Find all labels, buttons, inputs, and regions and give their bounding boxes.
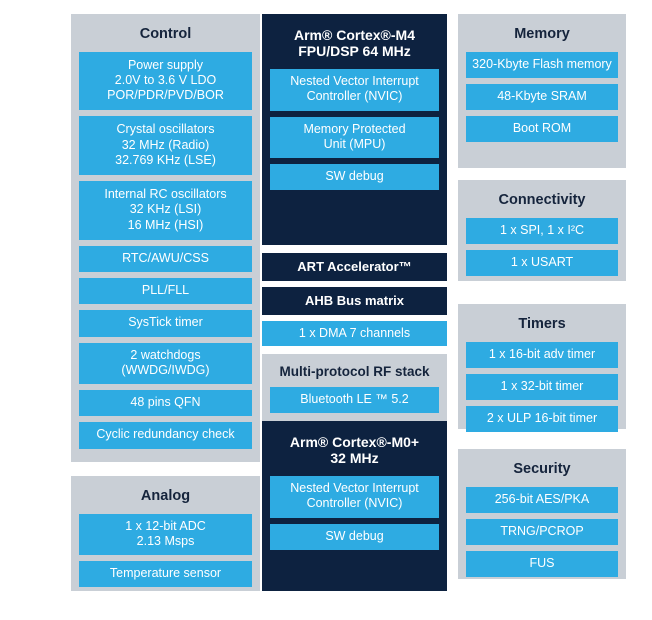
- cortex-m4-title: Arm® Cortex®-M4 FPU/DSP 64 MHz: [294, 27, 415, 60]
- security-item-fus: FUS: [466, 551, 618, 577]
- memory-title: Memory: [514, 26, 570, 42]
- analog-item-adc: 1 x 12-bit ADC 2.13 Msps: [79, 514, 252, 556]
- dma-bar: 1 x DMA 7 channels: [262, 321, 447, 346]
- memory-item-flash: 320-Kbyte Flash memory: [466, 52, 618, 78]
- memory-panel: [458, 14, 626, 168]
- analog-item-temperature-sensor: Temperature sensor: [79, 561, 252, 587]
- cortex-m0-panel: [262, 421, 447, 591]
- control-title: Control: [139, 26, 192, 42]
- control-item-crystal-oscillators: Crystal oscillators 32 MHz (Radio) 32.769 KHz (LSE): [79, 116, 252, 175]
- cortex-m0-item-nvic: Nested Vector Interrupt Controller (NVIC): [270, 476, 439, 518]
- memory-item-sram: 48-Kbyte SRAM: [466, 84, 618, 110]
- control-item-systick-timer: SysTick timer: [79, 310, 252, 336]
- control-item-48-pins-qfn: 48 pins QFN: [79, 390, 252, 416]
- cortex-m4-item-sw-debug: SW debug: [270, 164, 439, 190]
- security-panel: [458, 449, 626, 579]
- control-panel: [71, 14, 260, 462]
- analog-panel: [71, 476, 260, 591]
- cortex-m0-item-sw-debug: SW debug: [270, 524, 439, 550]
- memory-item-boot-rom: Boot ROM: [466, 116, 618, 142]
- bus-and-rf-stack: [262, 253, 447, 413]
- rf-stack-panel: [262, 354, 447, 422]
- control-item-crc: Cyclic redundancy check: [79, 422, 252, 448]
- cortex-m4-item-mpu: Memory Protected Unit (MPU): [270, 117, 439, 159]
- rf-stack-item-bluetooth-le: Bluetooth LE ™ 5.2: [270, 387, 439, 413]
- connectivity-item-spi-i2c: 1 x SPI, 1 x I²C: [466, 218, 618, 244]
- art-accelerator-bar: ART Accelerator™: [262, 253, 447, 281]
- control-item-watchdogs: 2 watchdogs (WWDG/IWDG): [79, 343, 252, 385]
- timers-item-16-bit-adv: 1 x 16-bit adv timer: [466, 342, 618, 368]
- security-item-trng-pcrop: TRNG/PCROP: [466, 519, 618, 545]
- connectivity-panel: [458, 180, 626, 281]
- connectivity-item-usart: 1 x USART: [466, 250, 618, 276]
- security-item-aes-pka: 256-bit AES/PKA: [466, 487, 618, 513]
- timers-title: Timers: [518, 316, 566, 332]
- rf-stack-title: Multi-protocol RF stack: [279, 364, 430, 379]
- control-item-rtc-awu-css: RTC/AWU/CSS: [79, 246, 252, 272]
- control-item-internal-rc-oscillators: Internal RC oscillators 32 KHz (LSI) 16 MHz (HSI): [79, 181, 252, 240]
- cortex-m0-title: Arm® Cortex®-M0+ 32 MHz: [289, 434, 420, 467]
- timers-item-32-bit: 1 x 32-bit timer: [466, 374, 618, 400]
- cortex-m4-panel: [262, 14, 447, 245]
- connectivity-title: Connectivity: [498, 192, 586, 208]
- control-item-power-supply: Power supply 2.0V to 3.6 V LDO POR/PDR/PVD/BOR: [79, 52, 252, 111]
- ahb-bus-matrix-bar: AHB Bus matrix: [262, 287, 447, 315]
- security-title: Security: [513, 461, 571, 477]
- analog-title: Analog: [140, 488, 191, 504]
- timers-item-ulp-16-bit: 2 x ULP 16-bit timer: [466, 406, 618, 432]
- timers-panel: [458, 304, 626, 429]
- cortex-m4-item-nvic: Nested Vector Interrupt Controller (NVIC): [270, 69, 439, 111]
- control-item-pll-fll: PLL/FLL: [79, 278, 252, 304]
